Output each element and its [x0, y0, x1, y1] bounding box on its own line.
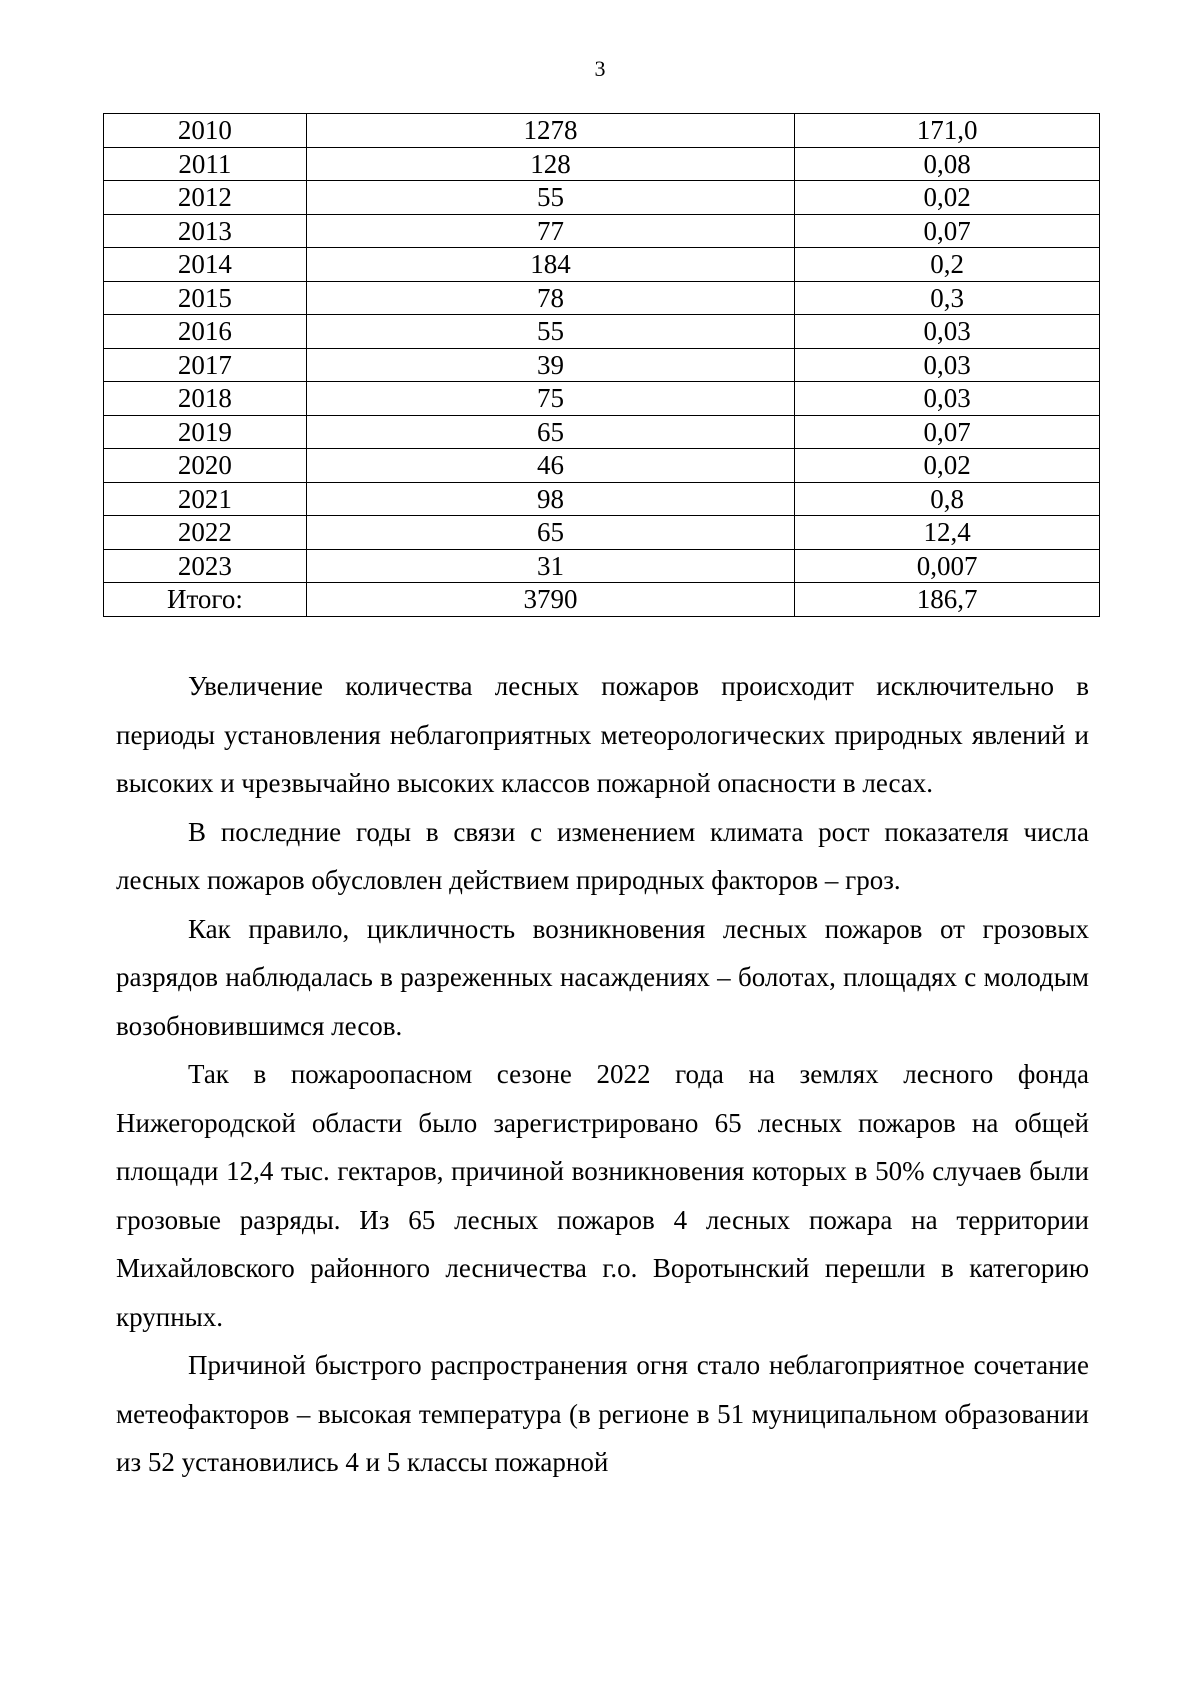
year-cell: 2022 — [104, 516, 307, 550]
year-cell: 2019 — [104, 415, 307, 449]
table-row — [104, 214, 1100, 248]
table-row — [104, 315, 1100, 349]
area-cell: 0,03 — [795, 348, 1100, 382]
body-text — [116, 662, 1089, 1487]
table-row — [104, 281, 1100, 315]
area-cell: 0,3 — [795, 281, 1100, 315]
total-label-cell: Итого: — [104, 583, 307, 617]
fire-count-cell: 78 — [306, 281, 794, 315]
fire-count-cell: 39 — [306, 348, 794, 382]
table-row — [104, 415, 1100, 449]
area-cell: 0,08 — [795, 147, 1100, 181]
year-cell: 2013 — [104, 214, 307, 248]
fire-count-cell: 31 — [306, 549, 794, 583]
fire-count-cell: 77 — [306, 214, 794, 248]
area-cell: 0,07 — [795, 214, 1100, 248]
fire-count-cell: 75 — [306, 382, 794, 416]
table-row — [104, 181, 1100, 215]
table-row — [104, 382, 1100, 416]
total-fire-count-cell: 3790 — [306, 583, 794, 617]
area-cell: 0,2 — [795, 248, 1100, 282]
fire-count-cell: 55 — [306, 315, 794, 349]
area-cell: 0,03 — [795, 382, 1100, 416]
table-row — [104, 248, 1100, 282]
year-cell: 2014 — [104, 248, 307, 282]
fire-count-cell: 128 — [306, 147, 794, 181]
table-row — [104, 114, 1100, 148]
year-cell: 2016 — [104, 315, 307, 349]
paragraph: Причиной быстрого распространения огня стало неблагоприятное сочетание метеофакторов – высокая температура (в регионе в 51 муниципальном образовании из 52 установились 4 и 5 классы пожарной — [116, 1350, 1089, 1477]
table-row — [104, 147, 1100, 181]
area-cell: 0,007 — [795, 549, 1100, 583]
year-cell: 2010 — [104, 114, 307, 148]
fire-count-cell: 55 — [306, 181, 794, 215]
fire-count-cell: 46 — [306, 449, 794, 483]
page-number: 3 — [594, 56, 606, 81]
year-cell: 2011 — [104, 147, 307, 181]
fire-count-cell: 65 — [306, 415, 794, 449]
table-row — [104, 549, 1100, 583]
fire-count-cell: 184 — [306, 248, 794, 282]
paragraph: Как правило, цикличность возникновения лесных пожаров от грозовых разрядов наблюдалась в разреженных насаждениях – болотах, площадях с молодым возобновившимся лесов. — [116, 913, 1089, 1041]
area-cell: 0,02 — [795, 449, 1100, 483]
year-cell: 2012 — [104, 181, 307, 215]
total-area-cell: 186,7 — [795, 583, 1100, 617]
fire-count-cell: 1278 — [306, 114, 794, 148]
year-cell: 2017 — [104, 348, 307, 382]
table-row — [104, 449, 1100, 483]
year-cell: 2015 — [104, 281, 307, 315]
area-cell: 0,8 — [795, 482, 1100, 516]
year-cell: 2023 — [104, 549, 307, 583]
table-row — [104, 482, 1100, 516]
area-cell: 12,4 — [795, 516, 1100, 550]
fire-count-cell: 98 — [306, 482, 794, 516]
fire-count-cell: 65 — [306, 516, 794, 550]
area-cell: 0,03 — [795, 315, 1100, 349]
area-cell: 0,07 — [795, 415, 1100, 449]
paragraph: В последние годы в связи с изменением климата рост показателя числа лесных пожаров обусловлен действием природных факторов – гроз. — [116, 816, 1089, 895]
area-cell: 171,0 — [795, 114, 1100, 148]
year-cell: 2021 — [104, 482, 307, 516]
area-cell: 0,02 — [795, 181, 1100, 215]
table-total-row — [104, 583, 1100, 617]
year-cell: 2020 — [104, 449, 307, 483]
paragraph: Так в пожароопасном сезоне 2022 года на землях лесного фонда Нижегородской области было зарегистрировано 65 лесных пожаров на общей площади 12,4 тыс. гектаров, причиной возникновения которых в 50% случаев были грозовые разряды. Из 65 лесных пожаров 4 лесных пожара на территории Михайловского районного лесничества г.о. Воротынский перешли в категорию крупных. — [116, 1059, 1089, 1332]
table-row — [104, 348, 1100, 382]
paragraph: Увеличение количества лесных пожаров происходит исключительно в периоды установления неблагоприятных метеорологических природных явлений и высоких и чрезвычайно высоких классов пожарной опасности в лесах. — [116, 671, 1089, 798]
year-cell: 2018 — [104, 382, 307, 416]
forest-fire-table — [103, 113, 1100, 617]
table-row — [104, 516, 1100, 550]
